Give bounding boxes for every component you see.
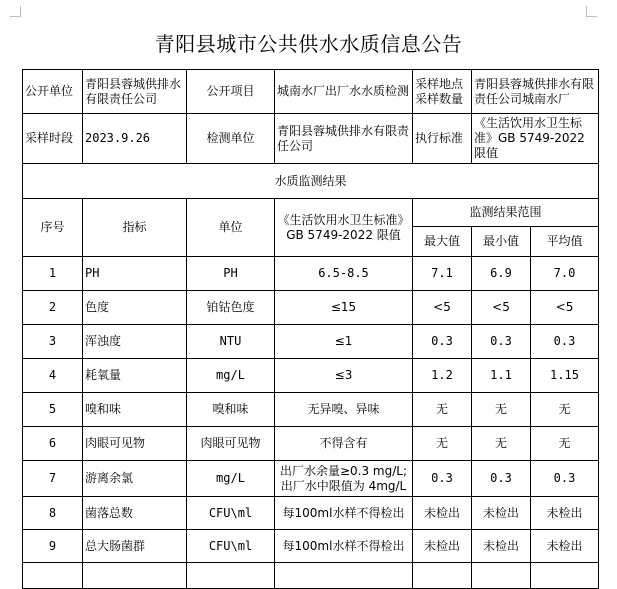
row-limit: 不得含有 bbox=[275, 427, 413, 461]
label-standard: 执行标准 bbox=[413, 114, 472, 164]
row-unit: 肉眼可见物 bbox=[187, 427, 275, 461]
row-limit: 无异嗅、异味 bbox=[275, 393, 413, 427]
row-limit: ≤15 bbox=[275, 291, 413, 325]
value-standard: 《生活饮用水卫生标准》GB 5749-2022 限值 bbox=[472, 114, 599, 164]
row-min: 无 bbox=[472, 427, 531, 461]
row-max: 未检出 bbox=[413, 530, 472, 563]
row-unit: mg/L bbox=[187, 461, 275, 497]
row-min: 1.1 bbox=[472, 359, 531, 393]
row-indicator: 浑浊度 bbox=[83, 325, 187, 359]
value-public-item: 城南水厂出厂水水质检测 bbox=[275, 70, 413, 114]
table-row bbox=[23, 461, 599, 497]
row-no: 2 bbox=[23, 291, 83, 325]
empty-cell bbox=[23, 563, 83, 589]
header-range: 监测结果范围 bbox=[413, 199, 599, 227]
row-no: 3 bbox=[23, 325, 83, 359]
row-max: 1.2 bbox=[413, 359, 472, 393]
row-max: <5 bbox=[413, 291, 472, 325]
row-no: 4 bbox=[23, 359, 83, 393]
row-indicator: 肉眼可见物 bbox=[83, 427, 187, 461]
header-min: 最小值 bbox=[472, 227, 531, 257]
row-unit: CFU\ml bbox=[187, 497, 275, 530]
info-row-1 bbox=[23, 70, 599, 114]
table-row bbox=[23, 393, 599, 427]
row-indicator: 色度 bbox=[83, 291, 187, 325]
label-testing-unit: 检测单位 bbox=[187, 114, 275, 164]
header-row-1 bbox=[23, 199, 599, 227]
row-no: 7 bbox=[23, 461, 83, 497]
label-public-item: 公开项目 bbox=[187, 70, 275, 114]
table-row bbox=[23, 257, 599, 291]
row-avg: 未检出 bbox=[531, 530, 599, 563]
row-max: 0.3 bbox=[413, 461, 472, 497]
header-avg: 平均值 bbox=[531, 227, 599, 257]
page-title: 青阳县城市公共供水水质信息公告 bbox=[154, 32, 463, 56]
row-avg: 7.0 bbox=[531, 257, 599, 291]
row-indicator: 嗅和味 bbox=[83, 393, 187, 427]
row-min: 无 bbox=[472, 393, 531, 427]
row-indicator: 耗氧量 bbox=[83, 359, 187, 393]
page-corner-mark-left bbox=[10, 6, 21, 17]
row-no: 1 bbox=[23, 257, 83, 291]
value-public-unit: 青阳县蓉城供排水有限责任公司 bbox=[83, 70, 187, 114]
header-max: 最大值 bbox=[413, 227, 472, 257]
header-indicator: 指标 bbox=[83, 199, 187, 257]
row-avg: 无 bbox=[531, 427, 599, 461]
row-avg: 0.3 bbox=[531, 461, 599, 497]
empty-cell bbox=[413, 563, 472, 589]
table-row bbox=[23, 359, 599, 393]
row-min: 6.9 bbox=[472, 257, 531, 291]
label-public-unit: 公开单位 bbox=[23, 70, 83, 114]
row-indicator: 游离余氯 bbox=[83, 461, 187, 497]
table-row-empty bbox=[23, 563, 599, 589]
row-no: 9 bbox=[23, 530, 83, 563]
row-min: 未检出 bbox=[472, 530, 531, 563]
empty-cell bbox=[275, 563, 413, 589]
header-standard: 《生活饮用水卫生标准》GB 5749-2022 限值 bbox=[275, 199, 413, 257]
row-unit: 嗅和味 bbox=[187, 393, 275, 427]
row-indicator: 菌落总数 bbox=[83, 497, 187, 530]
row-indicator: PH bbox=[83, 257, 187, 291]
row-avg: 1.15 bbox=[531, 359, 599, 393]
row-limit: ≤3 bbox=[275, 359, 413, 393]
value-sampling-location: 青阳县蓉城供排水有限责任公司城南水厂 bbox=[472, 70, 599, 114]
row-indicator: 总大肠菌群 bbox=[83, 530, 187, 563]
row-min: 0.3 bbox=[472, 461, 531, 497]
row-limit: 每100ml水样不得检出 bbox=[275, 530, 413, 563]
row-avg: <5 bbox=[531, 291, 599, 325]
row-unit: PH bbox=[187, 257, 275, 291]
table-row bbox=[23, 291, 599, 325]
row-max: 0.3 bbox=[413, 325, 472, 359]
empty-cell bbox=[531, 563, 599, 589]
label-sampling-location: 采样地点采样数量 bbox=[413, 70, 472, 114]
label-sampling-period: 采样时段 bbox=[23, 114, 83, 164]
info-row-2 bbox=[23, 114, 599, 164]
row-no: 6 bbox=[23, 427, 83, 461]
header-unit: 单位 bbox=[187, 199, 275, 257]
row-max: 无 bbox=[413, 427, 472, 461]
row-limit: 每100ml水样不得检出 bbox=[275, 497, 413, 530]
row-max: 未检出 bbox=[413, 497, 472, 530]
row-max: 无 bbox=[413, 393, 472, 427]
empty-cell bbox=[472, 563, 531, 589]
value-sampling-period: 2023.9.26 bbox=[83, 114, 187, 164]
row-avg: 无 bbox=[531, 393, 599, 427]
row-min: <5 bbox=[472, 291, 531, 325]
empty-cell bbox=[83, 563, 187, 589]
row-no: 5 bbox=[23, 393, 83, 427]
header-no: 序号 bbox=[23, 199, 83, 257]
row-unit: CFU\ml bbox=[187, 530, 275, 563]
row-min: 未检出 bbox=[472, 497, 531, 530]
row-avg: 未检出 bbox=[531, 497, 599, 530]
water-quality-table bbox=[22, 69, 599, 589]
page-corner-mark-right bbox=[586, 6, 597, 17]
section-title: 水质监测结果 bbox=[23, 164, 599, 199]
row-max: 7.1 bbox=[413, 257, 472, 291]
row-unit: 铂钴色度 bbox=[187, 291, 275, 325]
row-no: 8 bbox=[23, 497, 83, 530]
row-limit: 出厂水余量≥0.3 mg/L; 出厂水中限值为 4mg/L bbox=[275, 461, 413, 497]
row-avg: 0.3 bbox=[531, 325, 599, 359]
empty-cell bbox=[187, 563, 275, 589]
table-row bbox=[23, 427, 599, 461]
value-testing-unit: 青阳县蓉城供排水有限责任公司 bbox=[275, 114, 413, 164]
table-row bbox=[23, 325, 599, 359]
row-unit: mg/L bbox=[187, 359, 275, 393]
row-min: 0.3 bbox=[472, 325, 531, 359]
table-row bbox=[23, 530, 599, 563]
row-limit: ≤1 bbox=[275, 325, 413, 359]
section-title-row bbox=[23, 164, 599, 199]
row-unit: NTU bbox=[187, 325, 275, 359]
row-limit: 6.5-8.5 bbox=[275, 257, 413, 291]
table-row bbox=[23, 497, 599, 530]
